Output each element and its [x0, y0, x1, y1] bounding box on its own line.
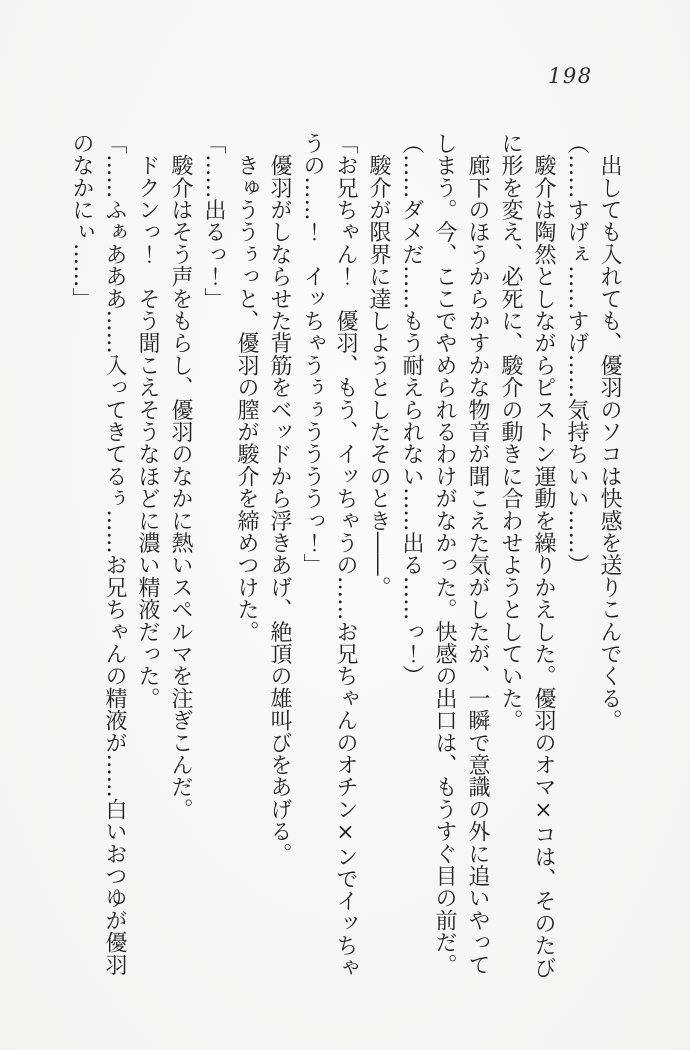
text-column: 優羽がしならせた背筋をベッドから浮きあげ、絶頂の雄叫びをあげる。 [267, 132, 292, 865]
text-column: 駿介はそう声をもらし、優羽のなかに熱いスペルマを注ぎこんだ。 [168, 132, 193, 821]
text-column: きゅううぅっと、優羽の膣が駿介を締めつけた。 [234, 132, 259, 643]
page-number: 198 [548, 64, 593, 88]
text-columns [65, 132, 626, 988]
text-column: 「……出るっ！」 [201, 132, 226, 310]
text-column: 駿介は陶然としながらピストン運動を繰りかえした。優羽のオマ×コは、そのたび [531, 132, 556, 979]
text-column: （……ダメだ……もう耐えられない……出る……っ！） [399, 132, 424, 687]
text-column: しまう。今、ここでやめられるわけがなかった。快感の出口は、もうすぐ目の前だ。 [432, 132, 457, 976]
text-column: 廊下のほうからかすかな物音が聞こえた気がしたが、一瞬で意識の外に追いやって [465, 132, 490, 976]
text-column: に形を変え、必死に、駿介の動きに合わせようとしていた。 [498, 132, 523, 732]
text-column: 「……ふぁあああ……入ってきてるぅ……お兄ちゃんの精液が……白いおつゆが優羽 [102, 132, 127, 976]
text-column: のなかにぃ……」 [69, 132, 94, 310]
text-column: 「お兄ちゃん！ 優羽、もう、イッちゃうの……お兄ちゃんのオチン×ンでイッちゃ [333, 132, 358, 979]
text-column: ドクンっ！ そう聞こえそうなほどに濃い精液だった。 [135, 132, 160, 710]
text-column: 出しても入れても、優羽のソコは快感を送りこんでくる。 [597, 132, 622, 732]
text-column: （……すげぇ……すげ……気持ちいい……） [564, 132, 589, 576]
text-column: 駿介が限界に達しようとしたそのとき――。 [366, 132, 391, 599]
text-column: うの……！ イッちゃうぅぅううううっ！」 [300, 132, 325, 576]
